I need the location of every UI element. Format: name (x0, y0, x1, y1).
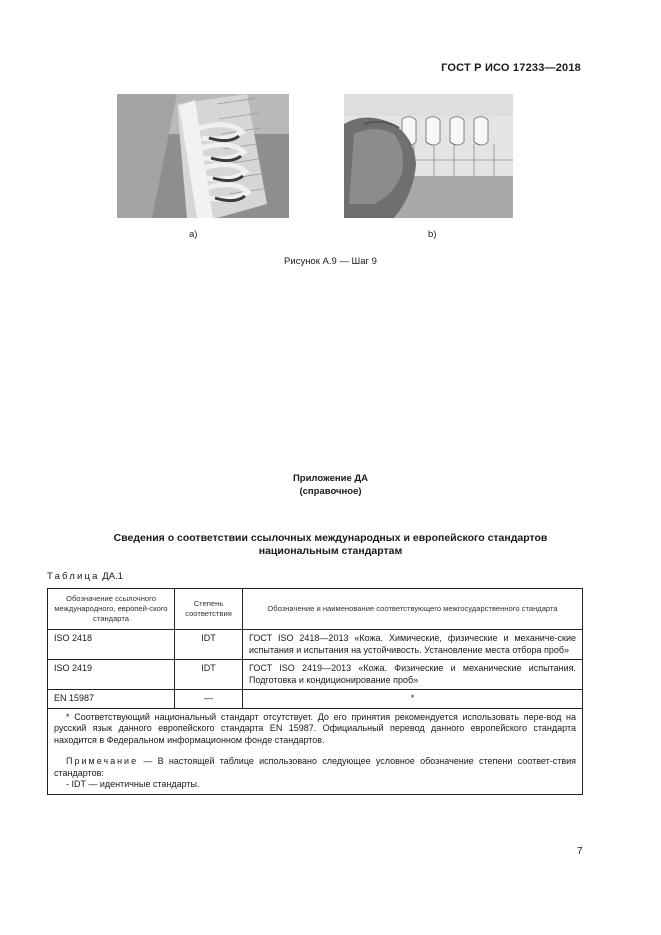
figure-photo-a (117, 94, 289, 218)
table-notes-row (48, 708, 583, 794)
subfigure-label-a: a) (189, 229, 198, 240)
note-text: — В настоящей таблице использовано следующее условное обозначение степени соответ-ствия стандартов: (54, 756, 576, 778)
header-reference-standard: Обозначение ссылочного международного, европей-ского стандарта (48, 589, 175, 630)
appendix-title: Приложение ДА (292, 473, 369, 484)
cell-degree: — (175, 690, 243, 709)
page-number: 7 (577, 846, 583, 857)
table-header-row (48, 589, 583, 630)
cell-degree: IDT (175, 660, 243, 690)
figure-caption: Рисунок А.9 — Шаг 9 (284, 256, 377, 267)
table-label (47, 571, 123, 582)
cell-degree: IDT (175, 630, 243, 660)
note-item: - IDT — идентичные стандарты. (66, 779, 200, 789)
table-note (54, 756, 576, 779)
subfigure-label-b: b) (428, 229, 437, 240)
table-label-number: ДА.1 (102, 571, 123, 582)
cell-standard-name: ГОСТ ISO 2418—2013 «Кожа. Химические, физические и механиче-ские испытания и испытания на устойчивость. Установление места отбора проб» (243, 630, 583, 660)
section-title-line2: национальным стандартам (258, 545, 403, 557)
figure-photo-b (344, 94, 513, 218)
cell-reference: EN 15987 (48, 690, 175, 709)
section-title-line1: Сведения о соответствии ссылочных международных и европейского стандартов (113, 532, 548, 544)
cell-reference: ISO 2419 (48, 660, 175, 690)
standards-table (47, 588, 583, 795)
section-title (60, 532, 601, 558)
table-row (48, 690, 583, 709)
cell-standard-name: * (243, 690, 583, 709)
table-row (48, 660, 583, 690)
table-row (48, 630, 583, 660)
note-label: Примечание (66, 756, 139, 766)
appendix-heading (0, 472, 661, 498)
cell-reference: ISO 2418 (48, 630, 175, 660)
appendix-subtitle: (справочное) (299, 486, 362, 497)
header-degree: Степень соответствия (175, 589, 243, 630)
cell-standard-name: ГОСТ ISO 2419—2013 «Кожа. Физические и механические испытания. Подготовка и кондиционирование проб» (243, 660, 583, 690)
header-national-standard: Обозначение и наименование соответствующего межгосударственного стандарта (243, 589, 583, 630)
table-label-word: Таблица (47, 571, 100, 582)
document-code: ГОСТ Р ИСО 17233—2018 (441, 62, 581, 74)
table-footnote: * Соответствующий национальный стандарт отсутствует. До его принятия рекомендуется использовать пере-вод на русский язык данного европейского стандарта EN 15987. Официальный перевод данного европейского стандарта находится в Федеральном информационном фонде стандартов. (54, 711, 576, 745)
table-notes (48, 708, 583, 794)
